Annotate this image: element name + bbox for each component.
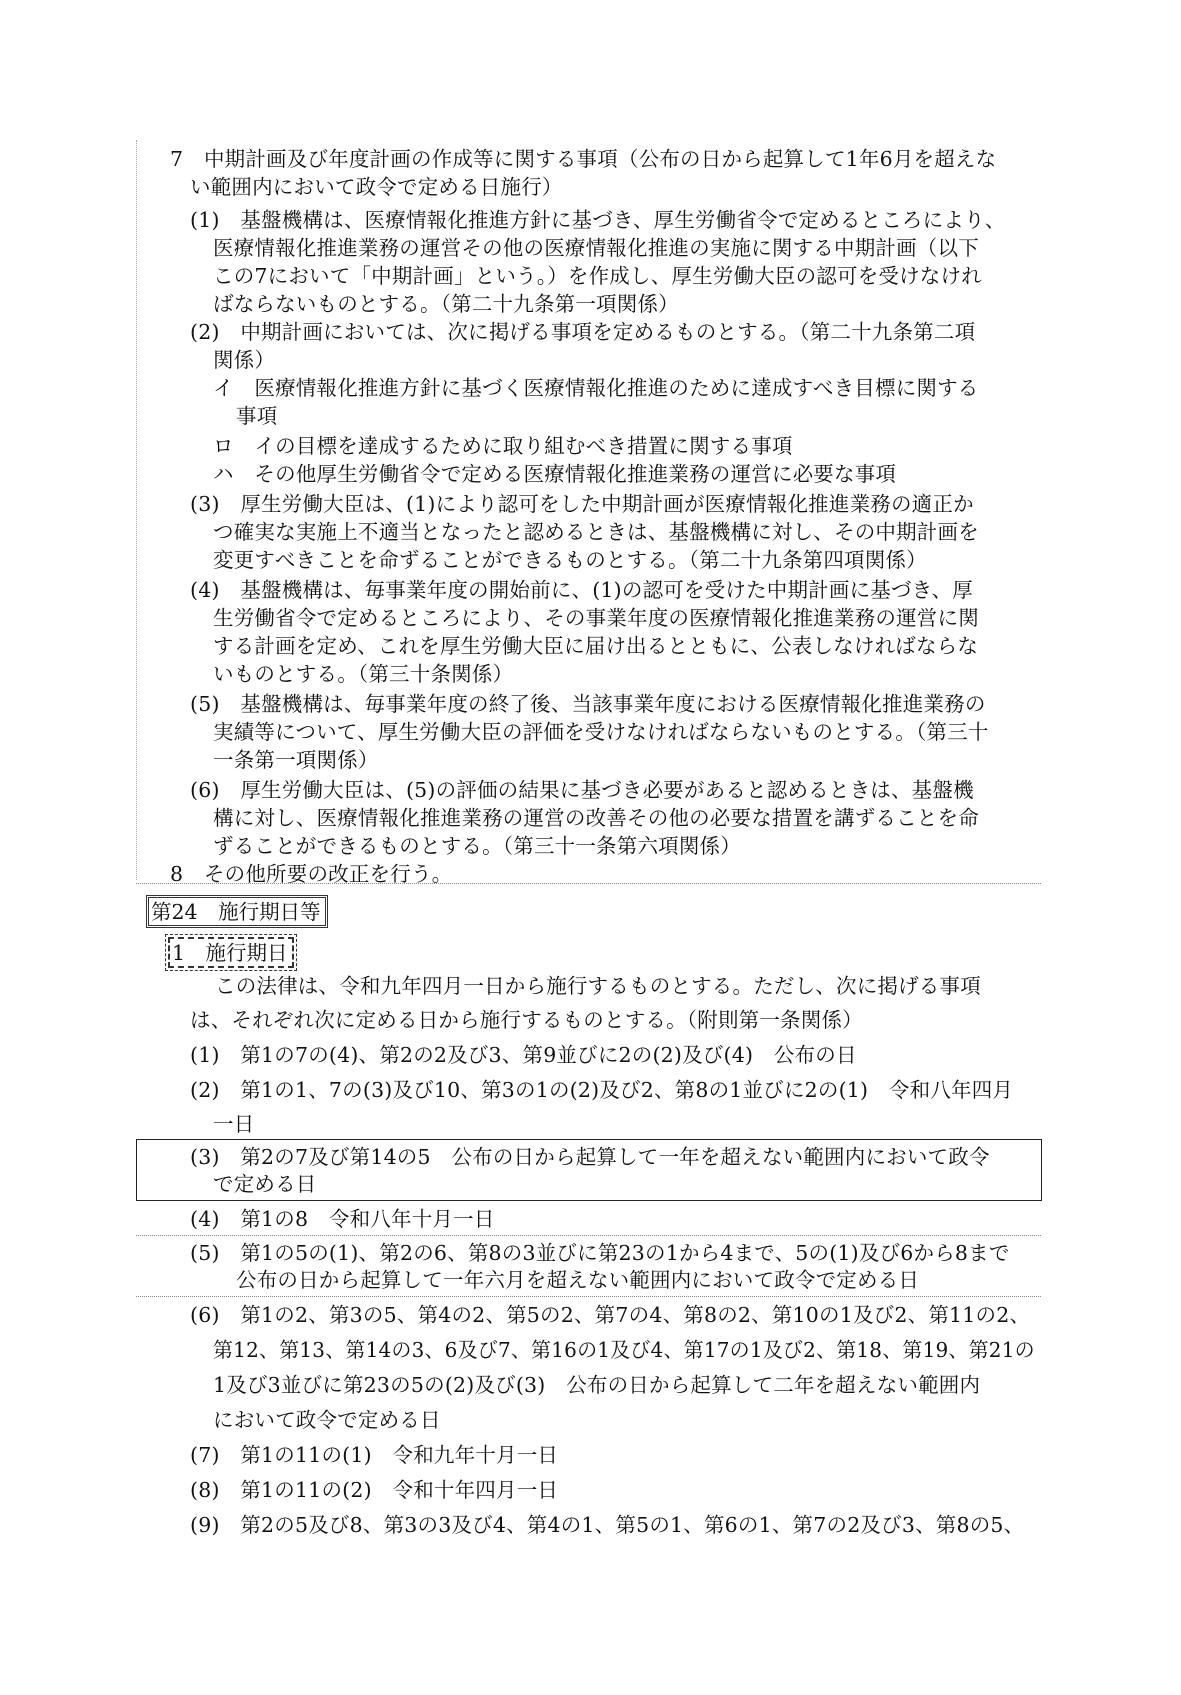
item-2-i-line2: 事項 <box>236 404 278 428</box>
item-5-line2: 実績等について、厚生労働大臣の評価を受けなければならないものとする。（第三十 <box>213 720 989 744</box>
effective-date-heading: 1 施行期日 <box>168 937 294 968</box>
divider-dotted <box>136 1235 1041 1236</box>
effective-item-7: (7) 第1の11の(1) 令和九年十月一日 <box>190 1443 559 1467</box>
item-6-line2: 構に対し、医療情報化推進業務の運営の改善その他の必要な措置を講ずることを命 <box>213 806 979 830</box>
item-3-line2: つ確実な実施上不適当となったと認めるときは、基盤機構に対し、その中期計画を <box>213 520 979 544</box>
item-1-line3: この7において「中期計画」という。）を作成し、厚生労働大臣の認可を受けなけれ <box>213 264 982 288</box>
item-3-line1: (3) 厚生労働大臣は、(1)により認可をした中期計画が医療情報化推進業務の適正か <box>190 492 974 516</box>
effective-item-2-line1: (2) 第1の1、7の(3)及び10、第3の1の(2)及び2、第8の1並びに2の(1) 令和八年四月 <box>190 1078 1014 1102</box>
effective-item-4: (4) 第1の8 令和八年十月一日 <box>190 1207 495 1231</box>
item-4-line2: 生労働省令で定めるところにより、その事業年度の医療情報化推進業務の運営に関 <box>213 606 979 630</box>
item-2-line1: (2) 中期計画においては、次に掲げる事項を定めるものとする。（第二十九条第二項 <box>190 320 976 344</box>
effective-item-2-line2: 一日 <box>213 1112 255 1136</box>
item-6-line3: ずることができるものとする。（第三十一条第六項関係） <box>213 834 741 858</box>
effective-item-5-line2: 公布の日から起算して一年六月を超えない範囲内において政令で定める日 <box>236 1268 920 1292</box>
chapter-24-heading: 第24 施行期日等 <box>146 895 328 928</box>
effective-item-6-line1: (6) 第1の2、第3の5、第4の2、第5の2、第7の4、第8の2、第10の1及び2、第11の2、 <box>190 1303 1031 1327</box>
margin-rule <box>136 140 137 880</box>
effective-item-5-line1: (5) 第1の5の(1)、第2の6、第8の3並びに第23の1から4まで、5の(1)及び6から8まで <box>190 1241 1010 1265</box>
item-4-line4: いものとする。（第三十条関係） <box>213 662 514 686</box>
section-7-heading-line1: 7 中期計画及び年度計画の作成等に関する事項（公布の日から起算して1年6月を超えな <box>170 147 997 171</box>
intro-line1: この法律は、令和九年四月一日から施行するものとする。ただし、次に掲げる事項 <box>215 974 981 998</box>
divider-dotted <box>136 1296 1041 1297</box>
item-5-line1: (5) 基盤機構は、毎事業年度の終了後、当該事業年度における医療情報化推進業務の <box>190 692 986 716</box>
item-2-line2: 関係） <box>213 348 276 372</box>
item-5-line3: 一条第一項関係） <box>213 748 379 772</box>
effective-item-6-line4: において政令で定める日 <box>213 1408 441 1432</box>
item-1-line1: (1) 基盤機構は、医療情報化推進方針に基づき、厚生労働省令で定めるところにより、 <box>190 208 1006 232</box>
effective-item-3-line2: で定める日 <box>213 1172 317 1196</box>
item-2-ro: ロ イの目標を達成するために取り組むべき措置に関する事項 <box>213 434 793 458</box>
effective-item-9-line1: (9) 第2の5及び8、第3の3及び4、第4の1、第5の1、第6の1、第7の2及び3、第8の5、 <box>190 1513 1025 1537</box>
intro-line2: は、それぞれ次に定める日から施行するものとする。（附則第一条関係） <box>190 1008 863 1032</box>
effective-item-6-line2: 第12、第13、第14の3、6及び7、第16の1及び4、第17の1及び2、第18、第19、第21の <box>213 1338 1035 1362</box>
item-4-line1: (4) 基盤機構は、毎事業年度の開始前に、(1)の認可を受けた中期計画に基づき、厚 <box>190 578 973 602</box>
item-1-line4: ばならないものとする。（第二十九条第一項関係） <box>213 292 679 316</box>
effective-item-3-line1: (3) 第2の7及び第14の5 公布の日から起算して一年を超えない範囲内において政令 <box>190 1145 990 1169</box>
item-3-line3: 変更すべきことを命ずることができるものとする。（第二十九条第四項関係） <box>213 548 927 572</box>
item-4-line3: する計画を定め、これを厚生労働大臣に届け出るとともに、公表しなければならな <box>213 634 979 658</box>
divider-dotted <box>136 883 1041 884</box>
effective-item-8: (8) 第1の11の(2) 令和十年四月一日 <box>190 1478 559 1502</box>
effective-item-6-line3: 1及び3並びに第23の5の(2)及び(3) 公布の日から起算して二年を超えない範囲内 <box>213 1373 981 1397</box>
item-1-line2: 医療情報化推進業務の運営その他の医療情報化推進の実施に関する中期計画（以下 <box>213 236 979 260</box>
section-8: 8 その他所要の改正を行う。 <box>170 862 453 886</box>
section-7-heading-line2: い範囲内において政令で定める日施行） <box>190 175 563 199</box>
item-6-line1: (6) 厚生労働大臣は、(5)の評価の結果に基づき必要があると認めるときは、基盤機 <box>190 778 974 802</box>
effective-item-1: (1) 第1の7の(4)、第2の2及び3、第9並びに2の(2)及び(4) 公布の日 <box>190 1043 857 1067</box>
item-2-ha: ハ その他厚生労働省令で定める医療情報化推進業務の運営に必要な事項 <box>213 462 897 486</box>
item-2-i-line1: イ 医療情報化推進方針に基づく医療情報化推進のために達成すべき目標に関する <box>213 376 979 400</box>
